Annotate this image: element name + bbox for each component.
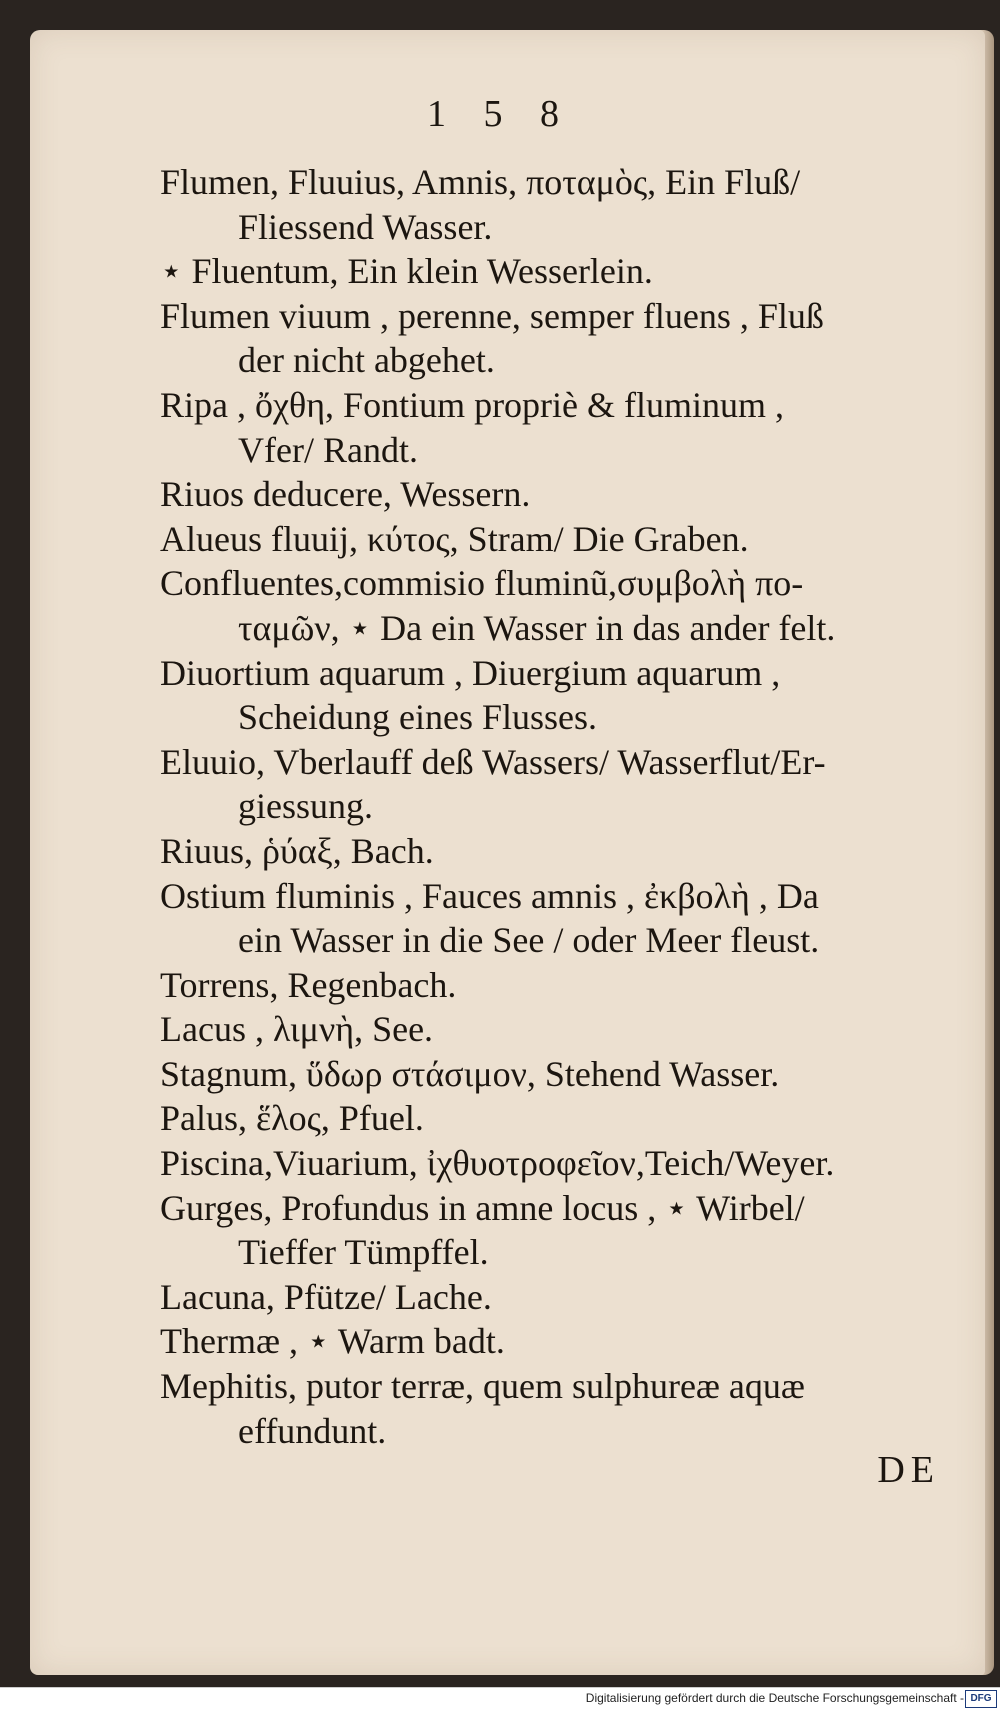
entry-headline: ⋆ Fluentum, Ein klein Wesserlein. <box>160 251 653 292</box>
entry-continuation: giessung. <box>238 786 373 827</box>
entry-headline: Piscina,Viuarium, ἰχθυοτροφεῖον,Teich/Weyer. <box>160 1143 835 1184</box>
entry-headline: Flumen viuum , perenne, semper fluens , Fluß <box>160 295 824 336</box>
entry-headline: Alueus fluuij, κύτος, Stram/ Die Graben. <box>160 518 749 559</box>
entry-headline: Gurges, Profundus in amne locus , ⋆ Wirbel/ <box>160 1187 805 1228</box>
footer-bar <box>0 1687 1000 1710</box>
entry-headline: Ostium fluminis , Fauces amnis , ἐκβολὴ , Da <box>160 875 819 916</box>
footer-credit: Digitalisierung gefördert durch die Deutsche Forschungsgemeinschaft - <box>585 1691 964 1705</box>
entry-headline: Riuos deducere, Wessern. <box>160 474 531 515</box>
entry-headline: Torrens, Regenbach. <box>160 964 457 1005</box>
dfg-logo: DFG <box>965 1690 997 1708</box>
entry-headline: Thermæ , ⋆ Warm badt. <box>160 1321 505 1362</box>
entry-continuation: Vfer/ Randt. <box>238 429 418 470</box>
entry-continuation: Tieffer Tümpffel. <box>238 1232 489 1273</box>
entry-continuation: ταμῶν, ⋆ Da ein Wasser in das ander felt. <box>238 607 836 648</box>
entry-headline: Lacus , λιμνὴ, See. <box>160 1009 434 1050</box>
glossary-entries <box>160 160 980 1453</box>
catchword: DE <box>877 1449 940 1491</box>
entry-headline: Mephitis, putor terræ, quem sulphureæ aquæ <box>160 1366 805 1407</box>
entry-headline: Palus, ἕλος, Pfuel. <box>160 1098 424 1139</box>
entry-headline: Stagnum, ὕδωρ στάσιμον, Stehend Wasser. <box>160 1053 780 1094</box>
entry-continuation: Scheidung eines Flusses. <box>238 697 597 738</box>
entry-headline: Riuus, ῥύαξ, Bach. <box>160 830 434 871</box>
entry-headline: Lacuna, Pfütze/ Lache. <box>160 1276 492 1317</box>
entry-continuation: ein Wasser in die See / oder Meer fleust. <box>238 920 820 961</box>
entry-headline: Diuortium aquarum , Diuergium aquarum , <box>160 652 781 693</box>
entry-headline: Eluuio, Vberlauff deß Wassers/ Wasserflut/Er- <box>160 741 826 782</box>
page-number: 1 5 8 <box>427 93 573 135</box>
entry-headline: Confluentes,commisio fluminũ,συμβολὴ πο- <box>160 563 804 604</box>
entry-headline: Ripa , ὄχθη, Fontium propriè & fluminum , <box>160 384 785 425</box>
entry-continuation: der nicht abgehet. <box>238 340 495 381</box>
entry-continuation: effundunt. <box>238 1410 387 1451</box>
entry-headline: Flumen, Fluuius, Amnis, ποταμὸς, Ein Fluß/ <box>160 162 801 202</box>
entry-continuation: Fliessend Wasser. <box>238 206 493 247</box>
